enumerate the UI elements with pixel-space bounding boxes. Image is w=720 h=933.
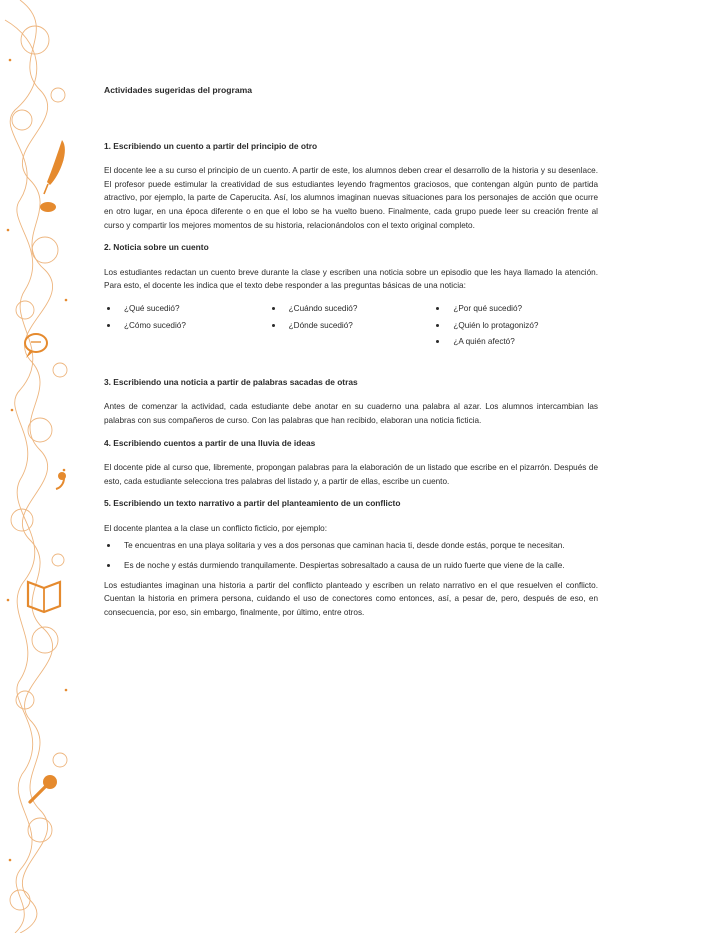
page-title: Actividades sugeridas del programa bbox=[104, 85, 253, 95]
conflict-list bbox=[104, 539, 598, 572]
question-list bbox=[104, 302, 598, 352]
document-body bbox=[104, 84, 598, 628]
speech-bubble-icon bbox=[25, 334, 47, 358]
decorative-margin bbox=[0, 0, 80, 933]
section-title: 4. Escribiendo cuentos a partir de una lluvia de ideas bbox=[104, 437, 316, 448]
question-column bbox=[269, 302, 434, 352]
list-item: ¿Dónde sucedió? bbox=[269, 319, 434, 333]
section-title: 3. Escribiendo una noticia a partir de palabras sacadas de otras bbox=[104, 376, 358, 387]
question-column bbox=[433, 302, 598, 352]
list-item: ¿Cuándo sucedió? bbox=[269, 302, 434, 316]
section-title: 1. Escribiendo un cuento a partir del principio de otro bbox=[104, 140, 318, 151]
paragraph: Antes de comenzar la actividad, cada estudiante debe anotar en su cuaderno una palabra al azar. Los alumnos intercambian las palabras con sus compañeros de curso. Con las palabras que han recibido, elaboran una noticia ficticia. bbox=[104, 402, 598, 425]
section-3 bbox=[104, 376, 598, 428]
list-item: ¿Por qué sucedió? bbox=[433, 302, 598, 316]
paragraph: Los estudiantes redactan un cuento breve durante la clase y escriben una noticia sobre un episodio que les haya llamado la atención. Para esto, el docente les indica que el texto debe responder a las preguntas básicas de una noticia: bbox=[104, 267, 598, 291]
list-item: Es de noche y estás durmiendo tranquilamente. Despiertas sobresaltado a causa de un ruido fuerte que viene de la calle. bbox=[104, 559, 598, 573]
list-item: ¿A quién afectó? bbox=[433, 335, 598, 349]
section-2 bbox=[104, 241, 598, 352]
list-item: Te encuentras en una playa solitaria y ves a dos personas que caminan hacia ti, desde donde estás, porque te necesitan. bbox=[104, 539, 598, 553]
microphone-icon bbox=[30, 775, 57, 802]
section-1 bbox=[104, 140, 598, 233]
paragraph: El docente lee a su curso el principio de un cuento. A partir de este, los alumnos deben crear el desarrollo de la historia y su desenlace. El profesor puede estimular la creatividad de sus estudiantes leyendo fragmentos graciosos, que contengan algún punto de partida atractivo, por ejemplo, la parte de Caperucita. Así, los alumnos imaginan nuevas situaciones para los personajes de acción que ocurre en otro lugar, en una época diferente o en que el lobo se ha vuelto bueno. Finalmente, cada grupo puede leer su creación frente al curso y compartir los mejores momentos de su historia, relacionándolos con el texto original completo. bbox=[104, 166, 598, 230]
list-item: ¿Qué sucedió? bbox=[104, 302, 269, 316]
note-icon bbox=[56, 472, 66, 489]
paragraph: Los estudiantes imaginan una historia a partir del conflicto planteado y escriben un relato narrativo en el que resuelven el conflicto. Cuentan la historia en primera persona, cuidando el uso de conectores como entonces, así, a pesar de, pero, después de eso, en consecuencia, por eso, sin embargo, finalmente, por último, entre otros. bbox=[104, 580, 598, 617]
question-column bbox=[104, 302, 269, 352]
section-4 bbox=[104, 437, 598, 489]
section-5 bbox=[104, 497, 598, 619]
paragraph: El docente plantea a la clase un conflicto ficticio, por ejemplo: bbox=[104, 523, 328, 533]
paragraph: El docente pide al curso que, libremente, propongan palabras para la elaboración de un listado que escribe en el pizarrón. Después de esto, cada estudiante selecciona tres palabras del listado y, a partir de ellas, escribe un cuento. bbox=[104, 463, 598, 486]
section-title: 2. Noticia sobre un cuento bbox=[104, 242, 209, 253]
feather-pen-icon bbox=[40, 140, 65, 212]
list-item: ¿Quién lo protagonizó? bbox=[433, 319, 598, 333]
list-item: ¿Cómo sucedió? bbox=[104, 319, 269, 333]
section-title: 5. Escribiendo un texto narrativo a partir del planteamiento de un conflicto bbox=[104, 498, 401, 509]
